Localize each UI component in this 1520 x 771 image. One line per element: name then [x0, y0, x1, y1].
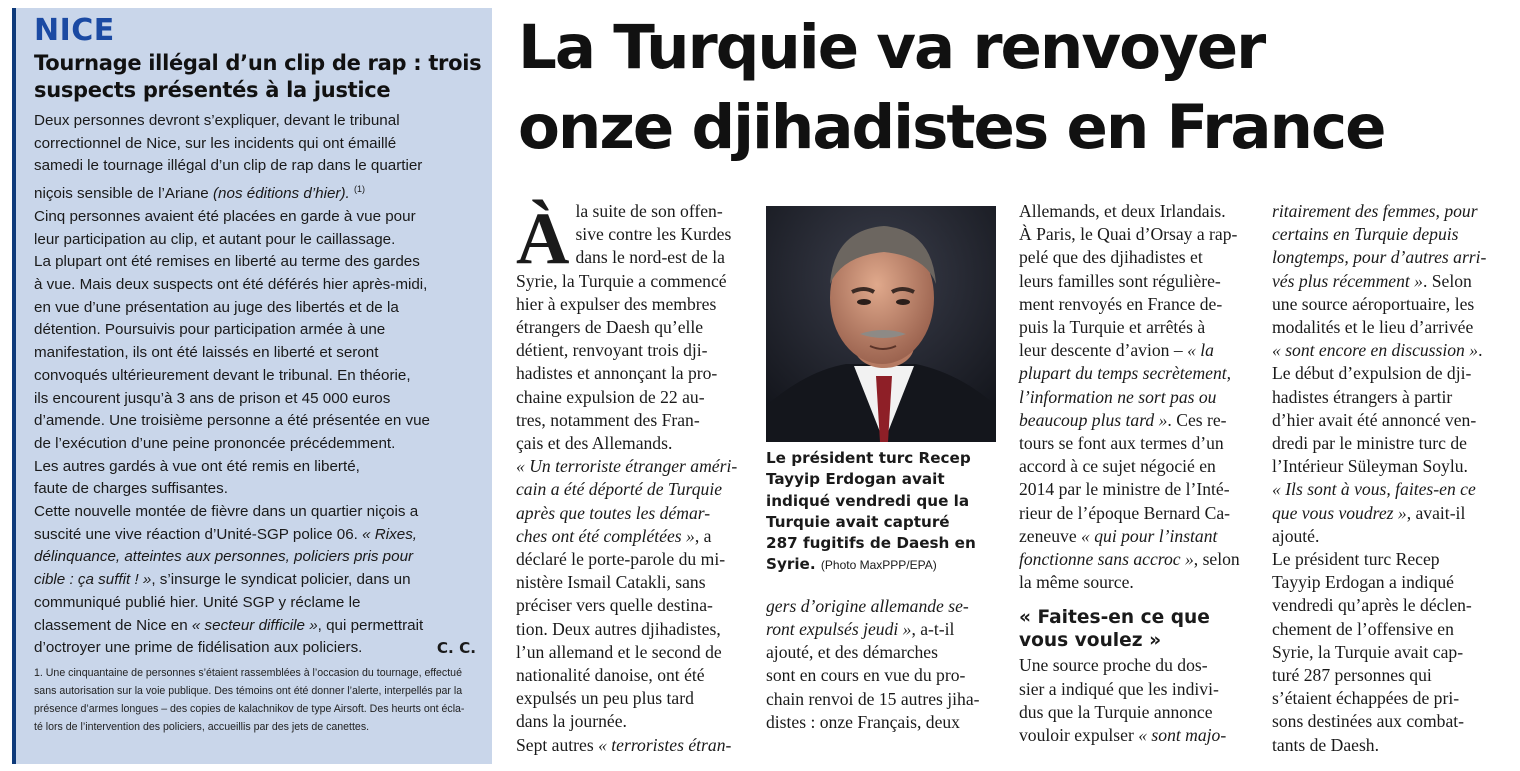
body-italic: « terroristes étran- [598, 734, 732, 755]
body-line: longtemps, pour d’autres arri- [1272, 247, 1487, 268]
drop-cap: À [516, 198, 570, 280]
body-italic: (nos éditions d’hier). [213, 185, 350, 203]
subheading-line: « Faites-en ce que [1019, 607, 1210, 629]
body-line: Le début d’expulsion de dji- [1272, 363, 1472, 384]
body-line: turé 287 personnes qui [1272, 665, 1432, 686]
body-line: Deux personnes devront s’expliquer, devant le tribunal [34, 112, 400, 129]
main-headline [518, 8, 1513, 168]
body-line: leurs familles sont régulière- [1019, 270, 1221, 291]
body-line: certains en Turquie depuis [1272, 224, 1459, 245]
body-line: Cette nouvelle montée de fièvre dans un quartier niçois a [34, 503, 419, 521]
sidebar-headline-line: Tournage illégal d’un clip de rap : [34, 51, 422, 75]
body-text: niçois sensible de l’Ariane [34, 185, 209, 203]
body-line: sive contre les Kurdes [575, 224, 732, 245]
body-line: en vue d’une présentation au juge des libertés et de la [34, 298, 399, 316]
caption-text: Syrie. [766, 555, 816, 574]
sidebar-headline-line: trois suspects présentés à la justice [34, 51, 482, 102]
body-line: tants de Daesh. [1272, 734, 1379, 755]
spacer [766, 577, 998, 595]
body-line: À Paris, le Quai d’Orsay a rap- [1019, 224, 1238, 245]
body-line: rieur de l’époque Bernard Ca- [1019, 502, 1231, 523]
body-line: dredi par le ministre turc de [1272, 433, 1467, 454]
body-line: leur participation au clip, et autant pour le caillassage. [34, 230, 396, 248]
body-line [1019, 339, 1251, 362]
body-italic: beaucoup plus tard » [1019, 409, 1168, 430]
body-line: sons destinées aux combat- [1272, 711, 1465, 732]
body-line: cain a été déporté de Turquie [516, 479, 723, 500]
body-line: une source aéroportuaire, les [1272, 293, 1475, 314]
body-line: l’Intérieur Süleyman Soylu. [1272, 456, 1468, 477]
body-text: , a [694, 525, 712, 546]
body-italic: « la [1187, 340, 1214, 361]
body-italic: ront expulsés jeudi » [766, 618, 912, 639]
body-italic: « secteur difficile » [191, 616, 318, 634]
body-text: , a-t-il [911, 618, 955, 639]
article-column-1 [516, 200, 748, 757]
body-line: plupart du temps secrètement, [1019, 363, 1232, 384]
body-line: correctionnel de Nice, sur les incidents qui ont émaillé [34, 134, 397, 152]
body-line: 2014 par le ministre de l’Inté- [1019, 479, 1230, 500]
body-text: . [1478, 340, 1483, 361]
body-line: « Un terroriste étranger améri- [516, 456, 738, 477]
body-line: après que toutes les démar- [516, 502, 711, 523]
body-line: faute de charges suffisantes. [34, 480, 228, 498]
body-line: distes : onze Français, deux [766, 711, 960, 732]
article-column-2 [766, 200, 998, 734]
body-line: Syrie, la Turquie a commencé [516, 270, 727, 291]
body-italic: fonctionne sans accroc » [1019, 549, 1194, 570]
body-italic: « sont encore en discussion » [1272, 340, 1479, 361]
body-line: Le président turc Recep [1272, 549, 1440, 570]
body-italic: que vous voudrez » [1272, 502, 1407, 523]
body-line: dus que la Turquie annonce [1019, 701, 1213, 722]
body-line: Les autres gardés à vue ont été remis en liberté, [34, 457, 360, 475]
body-italic: « qui pour l’instant [1081, 525, 1218, 546]
photo-caption [766, 448, 998, 577]
body-line: « Ils sont à vous, faites-en ce [1272, 479, 1476, 500]
article-column-3 [1019, 200, 1251, 747]
body-line [34, 178, 482, 206]
subheading [1019, 606, 1251, 652]
body-line: de l’exécution d’une peine prononcée précédemment. [34, 434, 396, 452]
body-line: convoqués ultérieurement devant le tribunal. En théorie, [34, 366, 411, 384]
body-line: ils encourent jusqu’à 3 ans de prison et 45 000 euros [34, 389, 391, 407]
footnote-line: présence d’armes longues – des copies de kalachnikov de type Airsoft. Des heurts ont écla- [34, 702, 465, 715]
body-line [766, 618, 998, 641]
caption-line [766, 554, 998, 576]
body-line: hier à expulser des membres [516, 293, 717, 314]
body-line: samedi le tournage illégal d’un clip de rap dans le quartier [34, 157, 423, 175]
body-text: . Ces re- [1167, 409, 1227, 430]
footnote-line: sans autorisation sur la voie publique. Des témoins ont été donner l’alerte, interpellés par la [34, 684, 463, 697]
body-italic: « Rixes, [362, 525, 418, 543]
body-line: dans le nord-est de la [575, 247, 725, 268]
body-line: tres, notamment des Fran- [516, 409, 700, 430]
body-line: dans la journée. [516, 711, 627, 732]
section-label: NICE [34, 13, 115, 48]
sidebar-headline [34, 50, 482, 104]
body-line: la suite de son offen- [575, 201, 723, 221]
body-line [1272, 339, 1504, 362]
body-line: ajouté. [1272, 525, 1320, 546]
body-line [34, 569, 482, 592]
body-line [1019, 548, 1251, 571]
body-line: nationalité danoise, ont été [516, 665, 705, 686]
body-line: Allemands, et deux Irlandais. [1019, 201, 1226, 221]
body-line: chement de l’offensive en [1272, 618, 1454, 639]
article-column-4 [1272, 200, 1504, 757]
body-line: s’étaient échappées de pri- [1272, 688, 1460, 709]
sidebar-brief [12, 8, 492, 764]
footnote-line: té lors de l’intervention des policiers, accueillis par des jets de canettes. [34, 720, 370, 733]
body-line [34, 615, 482, 638]
body-line [516, 525, 748, 548]
body-text: leur descente d’avion – [1019, 340, 1183, 361]
body-line: tion. Deux autres djihadistes, [516, 618, 721, 639]
body-line: d’hier avait été annoncé ven- [1272, 409, 1477, 430]
body-text: , avait-il [1406, 502, 1466, 523]
body-italic: ches ont été complétées » [516, 525, 695, 546]
body-line: accord à ce sujet négocié en [1019, 456, 1216, 477]
body-text: suscité une vive réaction d’Unité-SGP police 06. [34, 525, 358, 543]
body-line: sier a indiqué que les indivi- [1019, 678, 1219, 699]
body-line: La plupart ont été remises en liberté au terme des gardes [34, 253, 420, 271]
body-line: sont en cours en vue du pro- [766, 665, 966, 686]
body-line: tours se font aux termes d’un [1019, 433, 1224, 454]
body-line: ment renvoyés en France de- [1019, 293, 1223, 314]
erdogan-photo [766, 206, 996, 442]
body-line [34, 524, 482, 547]
body-line: détient, renvoyant trois dji- [516, 340, 708, 361]
body-line: Syrie, la Turquie avait cap- [1272, 641, 1464, 662]
body-italic: « sont majo- [1138, 725, 1227, 746]
body-line: chaine expulsion de 22 au- [516, 386, 705, 407]
body-line: Une source proche du dos- [1019, 655, 1208, 676]
body-text: . Selon [1422, 270, 1472, 291]
caption-line: Turquie avait capturé [766, 512, 950, 531]
footnote [34, 664, 482, 736]
body-line [1272, 270, 1504, 293]
body-text: Sept autres [516, 734, 594, 755]
body-text: vouloir expulser [1019, 725, 1134, 746]
caption-line: Le président turc Recep [766, 449, 971, 467]
body-line: manifestation, ils ont été laissés en liberté et seront [34, 344, 379, 362]
body-italic: cible : ça suffit ! » [34, 571, 152, 589]
body-text: , selon [1193, 549, 1240, 570]
body-text: zeneuve [1019, 525, 1077, 546]
body-text: classement de Nice en [34, 616, 188, 634]
body-line [1019, 724, 1251, 747]
body-line: hadistes étrangers à partir [1272, 386, 1453, 407]
body-line: l’information ne sort pas ou [1019, 386, 1217, 407]
body-line [1019, 525, 1251, 548]
body-text: , qui permettrait [317, 616, 424, 634]
body-text: , s’insurge le syndicat policier, dans un [151, 571, 411, 589]
caption-line: Tayyip Erdogan avait [766, 470, 945, 489]
body-line: l’un allemand et le second de [516, 641, 722, 662]
body-line: la même source. [1019, 572, 1134, 593]
body-line: gers d’origine allemande se- [766, 595, 969, 616]
body-line: détention. Poursuivis pour participation armée à une [34, 321, 386, 339]
photo-credit: (Photo MaxPPP/EPA) [820, 558, 937, 573]
body-line: hadistes et annonçant la pro- [516, 363, 718, 384]
body-line: ritairement des femmes, pour [1272, 201, 1478, 221]
body-line: çais et des Allemands. [516, 433, 673, 454]
body-line: expulsés un peu plus tard [516, 688, 694, 709]
body-line: modalités et le lieu d’arrivée [1272, 317, 1474, 338]
body-line: d’amende. Une troisième personne a été présentée en vue [34, 412, 430, 430]
body-line: communiqué publié hier. Unité SGP y réclame le [34, 593, 361, 611]
footnote-ref: (1) [354, 184, 365, 195]
body-italic: vés plus récemment » [1272, 270, 1423, 291]
portrait-illustration [766, 206, 996, 442]
headline-line: onze djihadistes en France [518, 92, 1385, 163]
body-line: préciser vers quelle destina- [516, 595, 713, 616]
body-line: à vue. Mais deux suspects ont été déférés hier après-midi, [34, 275, 428, 293]
body-line [1272, 502, 1504, 525]
body-line: étrangers de Daesh qu’elle [516, 317, 704, 338]
body-line: déclaré le porte-parole du mi- [516, 549, 726, 570]
body-line: Cinq personnes avaient été placées en garde à vue pour [34, 207, 416, 225]
body-line: pelé que des djihadistes et [1019, 247, 1203, 268]
caption-line: indiqué vendredi que la [766, 491, 970, 510]
body-line [1019, 409, 1251, 432]
body-line: délinquance, atteintes aux personnes, policiers pris pour [34, 548, 414, 566]
subheading-line: vous voulez » [1019, 630, 1162, 652]
author-initials: C. C. [436, 639, 476, 658]
body-line: puis la Turquie et arrêtés à [1019, 317, 1206, 338]
body-line: chain renvoi de 15 autres jiha- [766, 688, 980, 709]
body-line [516, 734, 748, 757]
headline-line: La Turquie va renvoyer [518, 12, 1265, 83]
sidebar-body [34, 110, 482, 660]
body-line: ajouté, et des démarches [766, 642, 938, 663]
footnote-line: 1. Une cinquantaine de personnes s’étaient rassemblées à l’occasion du tournage, effectué [34, 666, 462, 679]
body-line [34, 637, 482, 660]
body-line: vendredi qu’après le déclen- [1272, 595, 1472, 616]
caption-line: 287 fugitifs de Daesh en [766, 534, 976, 553]
body-line: Tayyip Erdogan a indiqué [1272, 572, 1454, 593]
body-line: nistère Ismail Catakli, sans [516, 572, 706, 593]
body-text: d’octroyer une prime de fidélisation aux policiers. [34, 639, 363, 657]
